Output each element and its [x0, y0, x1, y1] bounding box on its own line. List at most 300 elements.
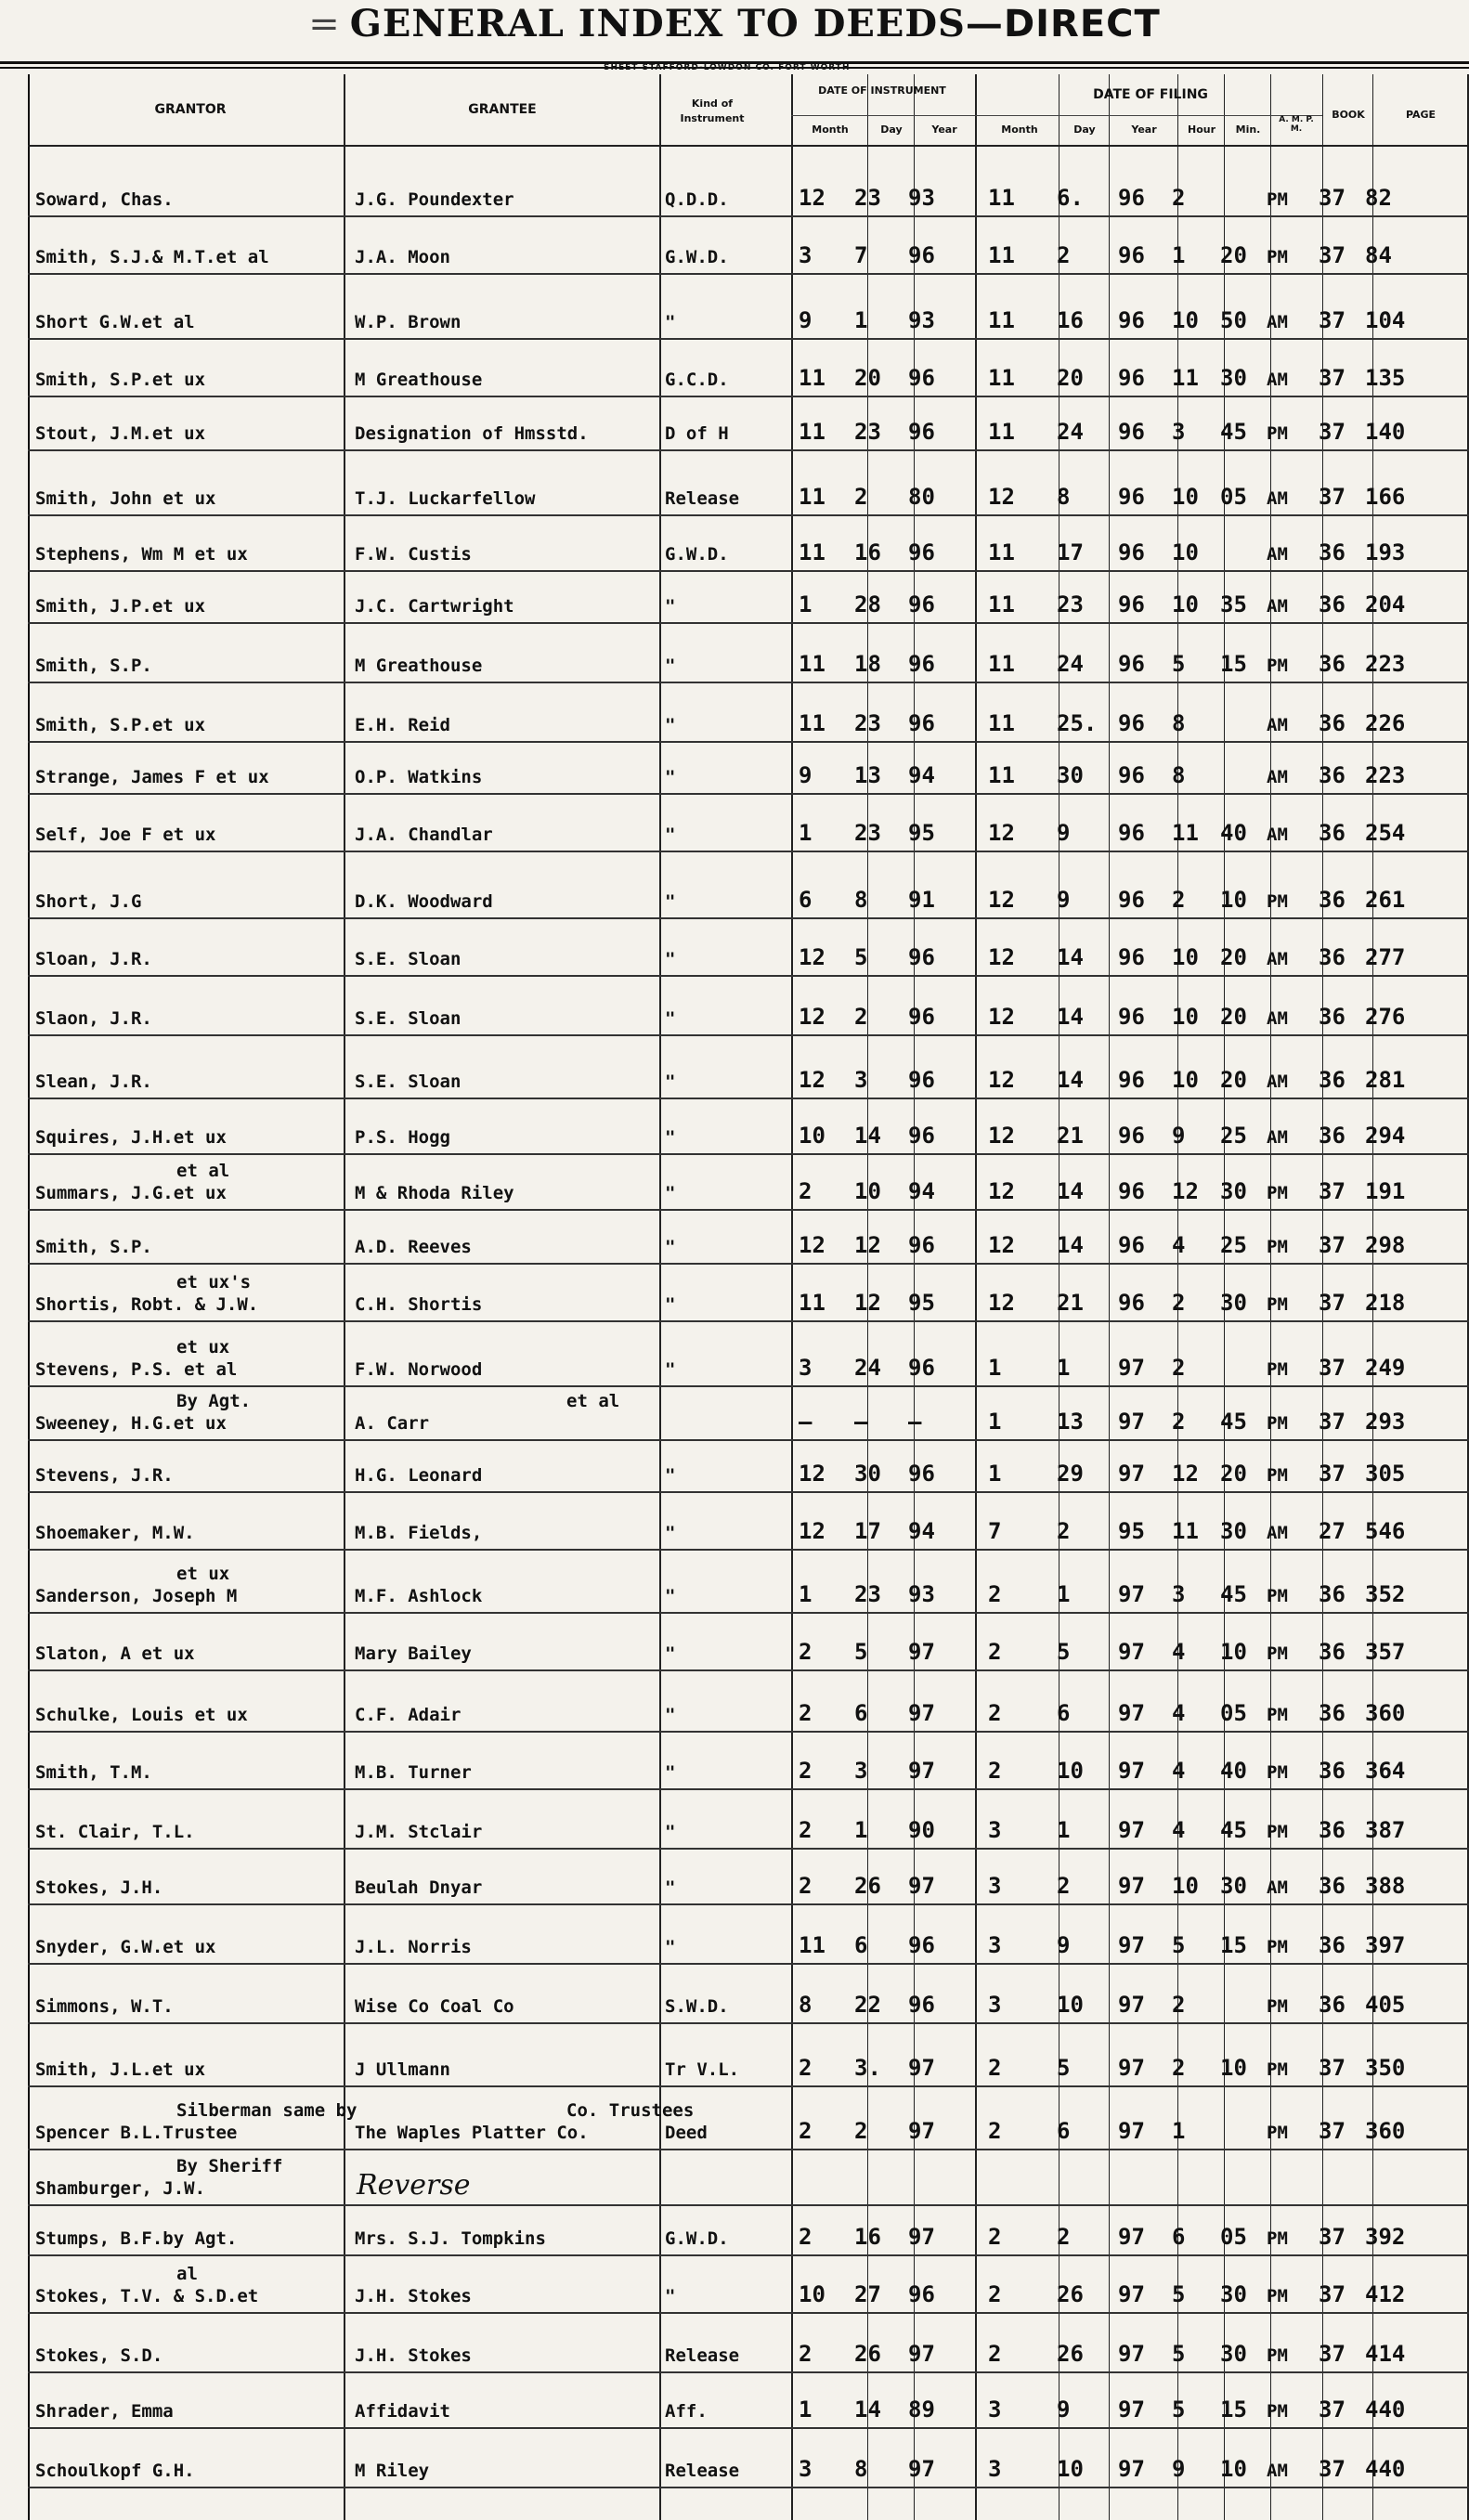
- inst-day-cell: —: [854, 1409, 868, 1435]
- inst-year-cell: 97: [908, 1639, 935, 1665]
- file-day-cell: 14: [1057, 1067, 1084, 1093]
- grantee-cell: J Ullmann: [355, 2059, 450, 2080]
- inst-month-cell: 1: [799, 591, 812, 617]
- file-month-cell: 2: [988, 2118, 1002, 2144]
- grantor-cell: Sanderson, Joseph M: [35, 1586, 238, 1606]
- inst-day-cell: 22: [854, 1992, 881, 2018]
- inst-month-cell: —: [799, 1409, 812, 1435]
- header-file-month: Month: [1001, 123, 1038, 136]
- inst-month-cell: 6: [799, 887, 812, 913]
- grantor-cell: Slaton, A et ux: [35, 1643, 195, 1664]
- book-cell: 37: [1319, 2224, 1346, 2250]
- page-cell: 388: [1365, 1873, 1406, 1899]
- file-hour-cell: 4: [1172, 1700, 1186, 1726]
- kind-cell: Tr V.L.: [665, 2059, 740, 2080]
- file-hour-cell: 10: [1172, 1873, 1199, 1899]
- header-grantor: GRANTOR: [154, 102, 227, 117]
- title-mark: =: [308, 3, 341, 45]
- kind-cell: ": [665, 1359, 676, 1380]
- column-divider: [791, 74, 793, 2520]
- page-cell: 249: [1365, 1355, 1406, 1381]
- ampm-cell: PM: [1267, 1359, 1288, 1380]
- grantor-note: et al: [176, 1161, 230, 1181]
- file-day-cell: 14: [1057, 944, 1084, 970]
- row-rule: [28, 793, 1469, 795]
- file-hour-cell: 8: [1172, 762, 1186, 788]
- book-cell: 37: [1319, 307, 1346, 333]
- ampm-cell: AM: [1267, 715, 1288, 735]
- file-month-cell: 11: [988, 307, 1015, 333]
- file-year-cell: 96: [1118, 820, 1145, 846]
- column-divider: [975, 74, 977, 2520]
- file-hour-cell: 4: [1172, 1639, 1186, 1665]
- file-day-cell: 24: [1057, 651, 1084, 677]
- kind-cell: Aff.: [665, 2401, 708, 2422]
- inst-day-cell: 6: [854, 1700, 868, 1726]
- header-date-instrument: DATE OF INSTRUMENT: [818, 84, 946, 97]
- inst-year-cell: 96: [908, 1067, 935, 1093]
- grantor-note: et ux: [176, 1337, 230, 1357]
- file-month-cell: 12: [988, 820, 1015, 846]
- file-min-cell: 30: [1220, 1178, 1247, 1204]
- ampm-cell: PM: [1267, 1643, 1288, 1664]
- file-year-cell: 96: [1118, 484, 1145, 510]
- file-year-cell: 97: [1118, 1461, 1145, 1487]
- file-hour-cell: 2: [1172, 887, 1186, 913]
- file-min-cell: 30: [1220, 1290, 1247, 1316]
- page-cell: 84: [1365, 242, 1392, 268]
- row-rule: [28, 338, 1469, 340]
- grantee-cell: Mrs. S.J. Tompkins: [355, 2228, 546, 2249]
- file-month-cell: 2: [988, 2224, 1002, 2250]
- file-hour-cell: 11: [1172, 820, 1199, 846]
- kind-cell: G.W.D.: [665, 544, 729, 565]
- file-min-cell: 15: [1220, 1932, 1247, 1958]
- row-rule: [28, 2487, 1469, 2488]
- file-min-cell: 45: [1220, 1581, 1247, 1607]
- book-cell: 36: [1319, 1932, 1346, 1958]
- inst-day-cell: 23: [854, 419, 881, 445]
- inst-day-cell: 16: [854, 539, 881, 565]
- file-hour-cell: 2: [1172, 2055, 1186, 2081]
- grantee-cell: Designation of Hmsstd.: [355, 423, 589, 444]
- inst-year-cell: 96: [908, 539, 935, 565]
- file-hour-cell: 10: [1172, 307, 1199, 333]
- row-rule: [28, 1612, 1469, 1614]
- ampm-cell: PM: [1267, 189, 1288, 210]
- file-hour-cell: 5: [1172, 2341, 1186, 2367]
- book-cell: 36: [1319, 762, 1346, 788]
- row-rule: [28, 2149, 1469, 2150]
- inst-year-cell: 96: [908, 944, 935, 970]
- inst-year-cell: 96: [908, 242, 935, 268]
- file-month-cell: 2: [988, 1639, 1002, 1665]
- inst-month-cell: 11: [799, 484, 826, 510]
- kind-cell: Deed: [665, 2123, 708, 2143]
- grantee-cell: M.B. Turner: [355, 1762, 472, 1783]
- file-hour-cell: 12: [1172, 1178, 1199, 1204]
- file-year-cell: 96: [1118, 1123, 1145, 1149]
- grantee-cell: M.B. Fields,: [355, 1523, 483, 1543]
- file-hour-cell: 2: [1172, 1992, 1186, 2018]
- file-year-cell: 97: [1118, 2397, 1145, 2423]
- file-year-cell: 96: [1118, 242, 1145, 268]
- file-day-cell: 5: [1057, 1639, 1071, 1665]
- file-month-cell: 12: [988, 1123, 1015, 1149]
- book-cell: 37: [1319, 2456, 1346, 2482]
- grantor-cell: Squires, J.H.et ux: [35, 1127, 227, 1148]
- inst-day-cell: 28: [854, 591, 881, 617]
- inst-day-cell: 2: [854, 484, 868, 510]
- file-month-cell: 11: [988, 591, 1015, 617]
- grantee-cell: S.E. Sloan: [355, 949, 462, 969]
- file-min-cell: 30: [1220, 1518, 1247, 1544]
- kind-cell: ": [665, 1822, 676, 1842]
- row-rule: [28, 622, 1469, 624]
- grantee-cell: W.P. Brown: [355, 312, 462, 332]
- page-cell: 135: [1365, 365, 1406, 391]
- book-cell: 27: [1319, 1518, 1346, 1544]
- kind-cell: G.W.D.: [665, 247, 729, 267]
- inst-day-cell: 14: [854, 2397, 881, 2423]
- ampm-cell: AM: [1267, 370, 1288, 390]
- book-cell: 36: [1319, 1639, 1346, 1665]
- grantor-cell: Slaon, J.R.: [35, 1008, 152, 1029]
- file-month-cell: 12: [988, 1178, 1015, 1204]
- file-month-cell: 3: [988, 2397, 1002, 2423]
- grantee-cell: Wise Co Coal Co: [355, 1996, 514, 2017]
- ampm-cell: PM: [1267, 1822, 1288, 1842]
- file-year-cell: 97: [1118, 1639, 1145, 1665]
- inst-year-cell: 96: [908, 1355, 935, 1381]
- inst-year-cell: 95: [908, 820, 935, 846]
- file-year-cell: 96: [1118, 185, 1145, 211]
- kind-cell: ": [665, 767, 676, 787]
- grantor-cell: Short, J.G: [35, 891, 142, 912]
- inst-day-cell: 3.: [854, 2055, 881, 2081]
- file-min-cell: 45: [1220, 419, 1247, 445]
- page-cell: 166: [1365, 484, 1406, 510]
- grantee-cell: O.P. Watkins: [355, 767, 483, 787]
- inst-day-cell: 7: [854, 242, 868, 268]
- grantee-cell: M.F. Ashlock: [355, 1586, 483, 1606]
- ampm-cell: AM: [1267, 949, 1288, 969]
- column-divider: [1109, 74, 1110, 2520]
- header-file-hour: Hour: [1187, 123, 1216, 136]
- grantor-cell: Self, Joe F et ux: [35, 825, 216, 845]
- grantor-cell: Strange, James F et ux: [35, 767, 269, 787]
- file-hour-cell: 10: [1172, 944, 1199, 970]
- row-rule: [28, 1263, 1469, 1265]
- file-min-cell: 20: [1220, 944, 1247, 970]
- book-cell: 36: [1319, 1123, 1346, 1149]
- book-cell: 37: [1319, 2281, 1346, 2307]
- kind-cell: G.W.D.: [665, 2228, 729, 2249]
- book-cell: 37: [1319, 484, 1346, 510]
- book-cell: 36: [1319, 710, 1346, 736]
- row-rule: [28, 1491, 1469, 1493]
- page-cell: 191: [1365, 1178, 1406, 1204]
- grantee-cell: J.L. Norris: [355, 1937, 472, 1957]
- book-cell: 37: [1319, 242, 1346, 268]
- page-cell: 440: [1365, 2397, 1406, 2423]
- inst-day-cell: 26: [854, 2341, 881, 2367]
- file-hour-cell: 4: [1172, 1758, 1186, 1784]
- ampm-cell: PM: [1267, 1762, 1288, 1783]
- file-hour-cell: 10: [1172, 591, 1199, 617]
- inst-day-cell: 3: [854, 1067, 868, 1093]
- file-year-cell: 95: [1118, 1518, 1145, 1544]
- kind-cell: ": [665, 1705, 676, 1725]
- file-day-cell: 2: [1057, 2224, 1071, 2250]
- row-rule: [28, 514, 1469, 516]
- book-cell: 37: [1319, 1409, 1346, 1435]
- book-cell: 36: [1319, 820, 1346, 846]
- file-day-cell: 2: [1057, 1518, 1071, 1544]
- file-min-cell: 10: [1220, 2456, 1247, 2482]
- header-inst-day: Day: [880, 123, 903, 136]
- file-day-cell: 10: [1057, 1992, 1084, 2018]
- ampm-cell: PM: [1267, 1183, 1288, 1203]
- inst-year-cell: 96: [908, 1123, 935, 1149]
- file-day-cell: 8: [1057, 484, 1071, 510]
- inst-month-cell: 11: [799, 539, 826, 565]
- file-month-cell: 3: [988, 1817, 1002, 1843]
- grantee-cell: J.A. Chandlar: [355, 825, 493, 845]
- file-hour-cell: 8: [1172, 710, 1186, 736]
- file-month-cell: 3: [988, 1932, 1002, 1958]
- file-year-cell: 96: [1118, 944, 1145, 970]
- inst-day-cell: 20: [854, 365, 881, 391]
- grantee-cell: Beulah Dnyar: [355, 1877, 483, 1898]
- ampm-cell: AM: [1267, 825, 1288, 845]
- book-cell: 37: [1319, 1355, 1346, 1381]
- file-day-cell: 1: [1057, 1581, 1071, 1607]
- row-rule: [28, 1034, 1469, 1036]
- row-rule: [28, 273, 1469, 275]
- file-year-cell: 96: [1118, 710, 1145, 736]
- file-month-cell: 3: [988, 2456, 1002, 2482]
- ampm-cell: PM: [1267, 891, 1288, 912]
- subheader-divider: [791, 115, 1322, 116]
- kind-cell: ": [665, 1237, 676, 1257]
- inst-day-cell: 24: [854, 1355, 881, 1381]
- page-cell: 294: [1365, 1123, 1406, 1149]
- grantor-cell: Shortis, Robt. & J.W.: [35, 1294, 259, 1315]
- inst-month-cell: 11: [799, 651, 826, 677]
- file-day-cell: 26: [1057, 2281, 1084, 2307]
- kind-cell: ": [665, 715, 676, 735]
- file-min-cell: 10: [1220, 1639, 1247, 1665]
- file-year-cell: 96: [1118, 651, 1145, 677]
- header-kind: Kind of Instrument: [680, 97, 745, 124]
- ampm-cell: AM: [1267, 544, 1288, 565]
- file-min-cell: 30: [1220, 1873, 1247, 1899]
- row-rule: [28, 1788, 1469, 1790]
- file-hour-cell: 11: [1172, 365, 1199, 391]
- grantee-cell: T.J. Luckarfellow: [355, 488, 536, 509]
- page-cell: 82: [1365, 185, 1392, 211]
- grantor-cell: Smith, S.P.: [35, 656, 152, 676]
- book-cell: 36: [1319, 539, 1346, 565]
- file-day-cell: 10: [1057, 1758, 1084, 1784]
- book-cell: 37: [1319, 2397, 1346, 2423]
- grantee-cell: M Greathouse: [355, 370, 483, 390]
- file-year-cell: 97: [1118, 2456, 1145, 2482]
- row-rule: [28, 2204, 1469, 2206]
- inst-day-cell: 5: [854, 944, 868, 970]
- file-min-cell: 15: [1220, 651, 1247, 677]
- row-rule: [28, 851, 1469, 852]
- inst-month-cell: 10: [799, 2281, 826, 2307]
- row-rule: [28, 1669, 1469, 1671]
- grantee-note: Co. Trustees: [566, 2100, 695, 2121]
- file-month-cell: 12: [988, 944, 1015, 970]
- kind-cell: ": [665, 2286, 676, 2306]
- book-cell: 36: [1319, 651, 1346, 677]
- grantee-cell: E.H. Reid: [355, 715, 450, 735]
- book-cell: 37: [1319, 1461, 1346, 1487]
- grantee-cell: A.D. Reeves: [355, 1237, 472, 1257]
- header-grantee: GRANTEE: [468, 102, 537, 117]
- row-rule: [28, 682, 1469, 683]
- inst-year-cell: 96: [908, 591, 935, 617]
- file-month-cell: 11: [988, 242, 1015, 268]
- row-rule: [28, 1963, 1469, 1965]
- file-month-cell: 12: [988, 1290, 1015, 1316]
- ampm-cell: AM: [1267, 1008, 1288, 1029]
- file-month-cell: 11: [988, 365, 1015, 391]
- inst-month-cell: 3: [799, 1355, 812, 1381]
- row-rule: [28, 1848, 1469, 1850]
- grantor-cell: Smith, J.L.et ux: [35, 2059, 206, 2080]
- file-day-cell: 26: [1057, 2341, 1084, 2367]
- file-hour-cell: 5: [1172, 1932, 1186, 1958]
- file-min-cell: 30: [1220, 2281, 1247, 2307]
- inst-month-cell: 12: [799, 185, 826, 211]
- page-cell: 218: [1365, 1290, 1406, 1316]
- grantee-cell: M Greathouse: [355, 656, 483, 676]
- grantor-cell: Summars, J.G.et ux: [35, 1183, 227, 1203]
- header-inst-month: Month: [812, 123, 849, 136]
- kind-cell: ": [665, 1127, 676, 1148]
- page-cell: 360: [1365, 2118, 1406, 2144]
- file-month-cell: 11: [988, 710, 1015, 736]
- inst-year-cell: 95: [908, 1290, 935, 1316]
- file-month-cell: 11: [988, 762, 1015, 788]
- kind-cell: Release: [665, 2345, 740, 2366]
- grantor-cell: Smith, S.P.et ux: [35, 715, 206, 735]
- grantee-cell: P.S. Hogg: [355, 1127, 450, 1148]
- grantee-cell: A. Carr: [355, 1413, 430, 1434]
- file-day-cell: 9: [1057, 887, 1071, 913]
- top-rule: [0, 61, 1469, 64]
- ampm-cell: PM: [1267, 1294, 1288, 1315]
- inst-month-cell: 3: [799, 242, 812, 268]
- grantor-cell: Smith, S.P.et ux: [35, 370, 206, 390]
- page-cell: 412: [1365, 2281, 1406, 2307]
- ampm-cell: AM: [1267, 1877, 1288, 1898]
- file-month-cell: 12: [988, 1067, 1015, 1093]
- inst-day-cell: 30: [854, 1461, 881, 1487]
- book-cell: 36: [1319, 944, 1346, 970]
- grantee-cell: F.W. Norwood: [355, 1359, 483, 1380]
- file-year-cell: 96: [1118, 419, 1145, 445]
- inst-year-cell: 90: [908, 1817, 935, 1843]
- file-month-cell: 3: [988, 1992, 1002, 2018]
- inst-month-cell: 10: [799, 1123, 826, 1149]
- book-cell: 36: [1319, 1992, 1346, 2018]
- inst-day-cell: 14: [854, 1123, 881, 1149]
- file-year-cell: 96: [1118, 591, 1145, 617]
- row-rule: [28, 570, 1469, 572]
- grantor-cell: Smith, S.J.& M.T.et al: [35, 247, 269, 267]
- grantor-note: et ux's: [176, 1272, 252, 1292]
- ampm-cell: PM: [1267, 1937, 1288, 1957]
- kind-cell: ": [665, 1643, 676, 1664]
- page-cell: 387: [1365, 1817, 1406, 1843]
- file-day-cell: 25.: [1057, 710, 1098, 736]
- inst-day-cell: 23: [854, 820, 881, 846]
- inst-month-cell: 9: [799, 762, 812, 788]
- ampm-cell: PM: [1267, 656, 1288, 676]
- grantor-cell: Short G.W.et al: [35, 312, 195, 332]
- file-hour-cell: 2: [1172, 1409, 1186, 1435]
- grantee-cell: D.K. Woodward: [355, 891, 493, 912]
- column-divider: [344, 74, 345, 2520]
- header-date-filing: DATE OF FILING: [1093, 87, 1208, 102]
- file-year-cell: 96: [1118, 1232, 1145, 1258]
- file-hour-cell: 1: [1172, 242, 1186, 268]
- ampm-cell: PM: [1267, 1237, 1288, 1257]
- file-hour-cell: 5: [1172, 2281, 1186, 2307]
- grantor-note: Silberman same by: [176, 2100, 358, 2121]
- inst-month-cell: 3: [799, 2456, 812, 2482]
- file-month-cell: 1: [988, 1409, 1002, 1435]
- header-book: BOOK: [1332, 109, 1365, 121]
- file-min-cell: 15: [1220, 2397, 1247, 2423]
- file-hour-cell: 11: [1172, 1518, 1199, 1544]
- file-hour-cell: 9: [1172, 1123, 1186, 1149]
- row-rule: [28, 2022, 1469, 2024]
- grantor-cell: Sloan, J.R.: [35, 949, 152, 969]
- ampm-cell: PM: [1267, 2059, 1288, 2080]
- row-rule: [28, 1903, 1469, 1905]
- inst-year-cell: 96: [908, 710, 935, 736]
- kind-cell: ": [665, 1937, 676, 1957]
- kind-cell: Release: [665, 488, 740, 509]
- grantor-cell: Shrader, Emma: [35, 2401, 174, 2422]
- book-cell: 37: [1319, 365, 1346, 391]
- book-cell: 37: [1319, 2341, 1346, 2367]
- file-day-cell: 30: [1057, 762, 1084, 788]
- kind-cell: G.C.D.: [665, 370, 729, 390]
- file-year-cell: 96: [1118, 1178, 1145, 1204]
- grantor-cell: Stumps, B.F.by Agt.: [35, 2228, 238, 2249]
- page-cell: 140: [1365, 419, 1406, 445]
- book-cell: 36: [1319, 887, 1346, 913]
- file-month-cell: 2: [988, 1700, 1002, 1726]
- grantor-cell: Stevens, P.S. et al: [35, 1359, 238, 1380]
- inst-day-cell: 8: [854, 2456, 868, 2482]
- grantor-cell: Stokes, J.H.: [35, 1877, 163, 1898]
- grantee-cell: J.H. Stokes: [355, 2345, 472, 2366]
- book-cell: 36: [1319, 1873, 1346, 1899]
- inst-month-cell: 2: [799, 2118, 812, 2144]
- grantor-cell: St. Clair, T.L.: [35, 1822, 195, 1842]
- file-min-cell: 25: [1220, 1232, 1247, 1258]
- title-direct: DIRECT: [1003, 3, 1161, 45]
